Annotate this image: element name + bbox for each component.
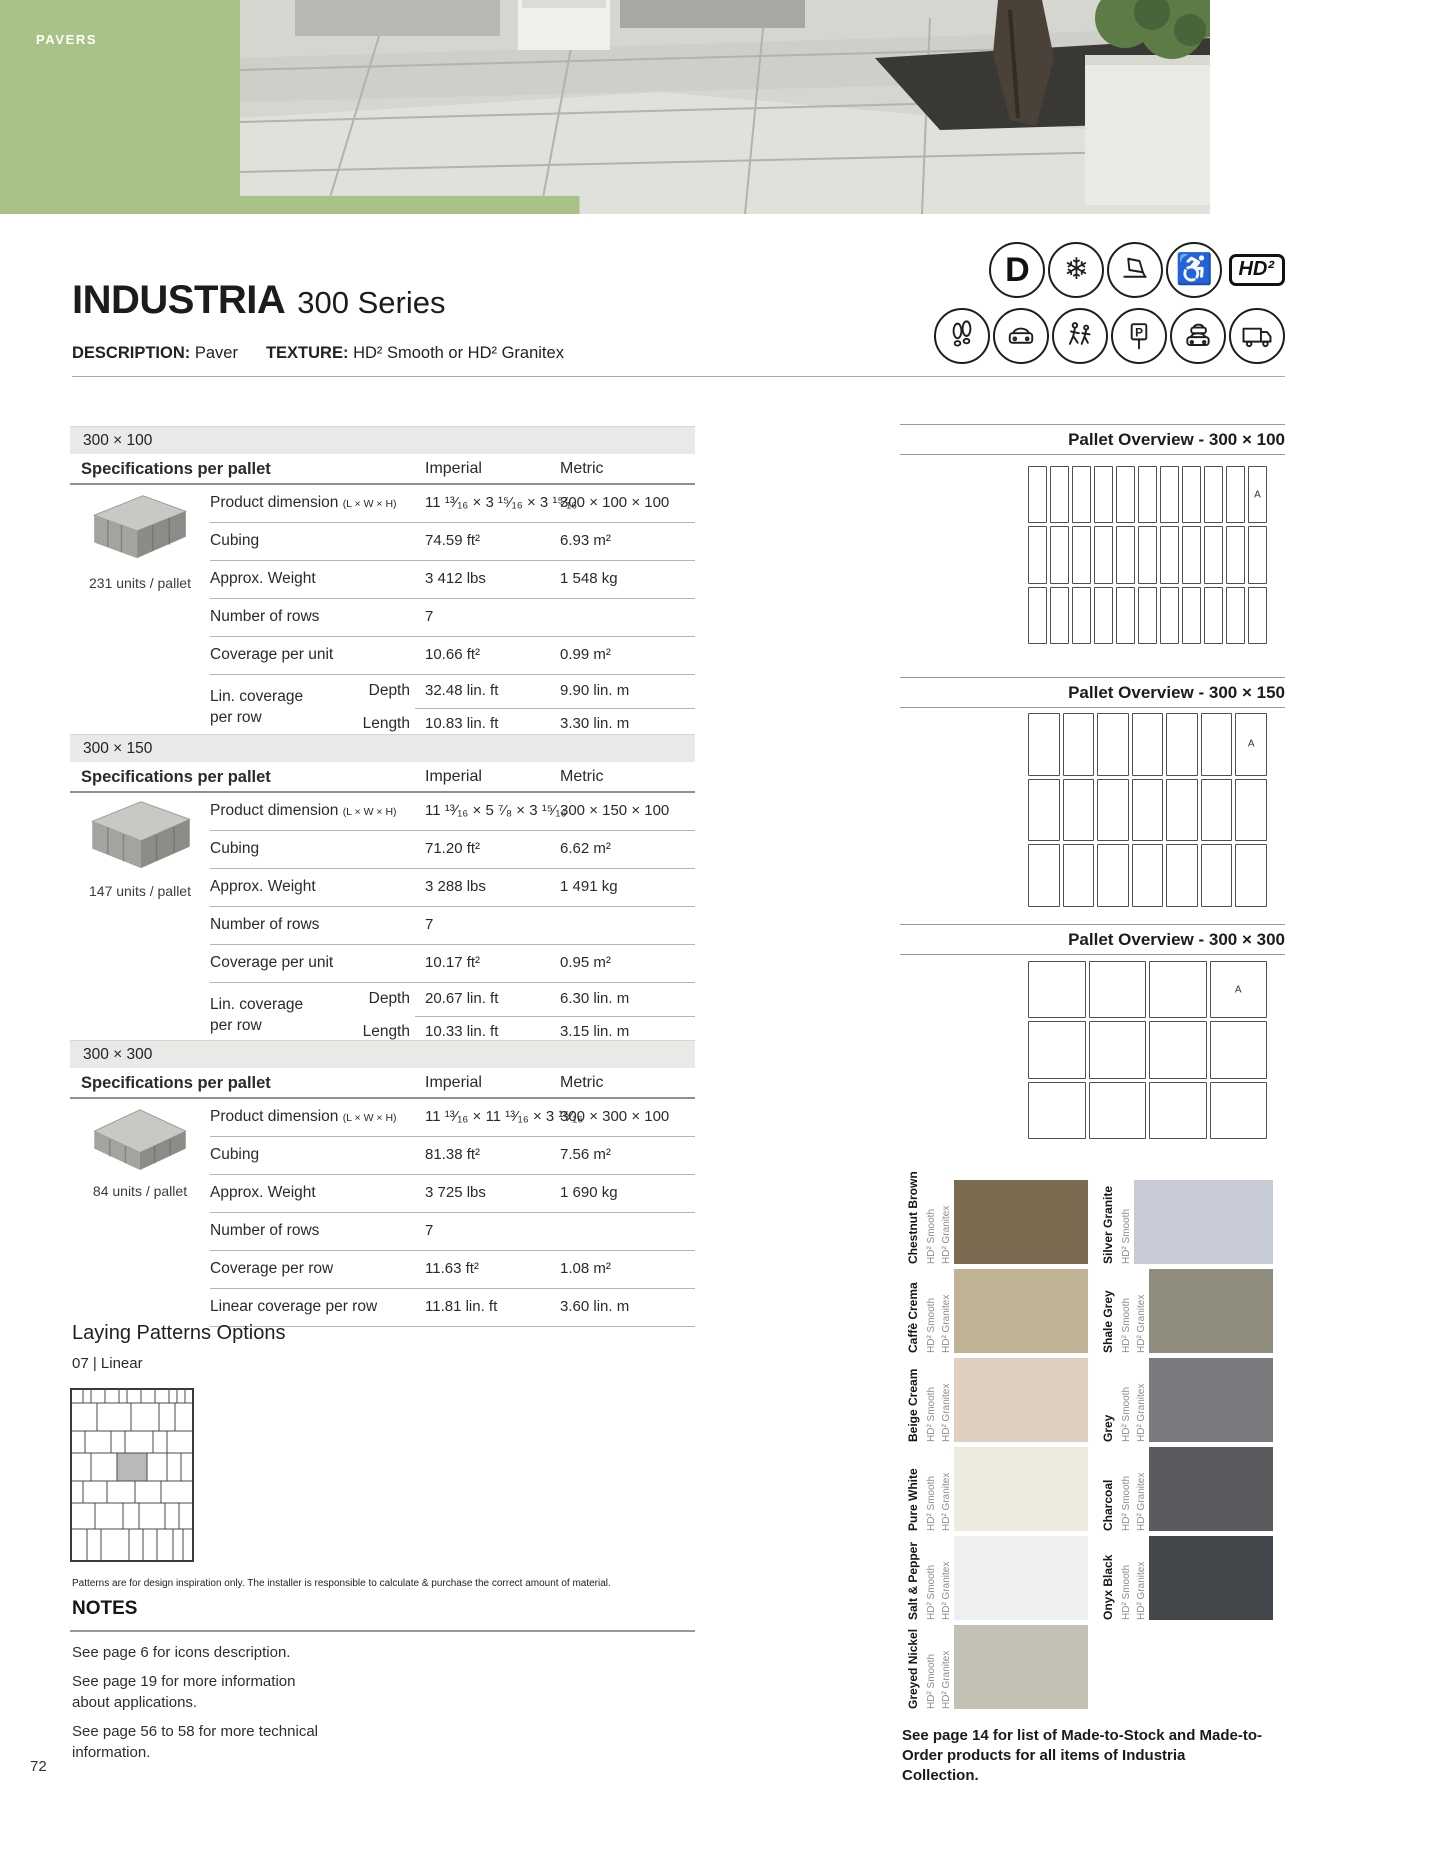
- pallet-unit-cell: [1132, 713, 1164, 776]
- texture-label: HD² Smooth: [926, 1386, 937, 1442]
- texture-label: HD² Smooth: [926, 1475, 937, 1531]
- color-swatch-item: [903, 1358, 1088, 1442]
- pallet-unit-cell: [1204, 466, 1223, 523]
- pallet-unit-cell: [1097, 779, 1129, 842]
- pallet-unit-cell: [1235, 844, 1267, 907]
- note-item: See page 56 to 58 for more technical information.: [72, 1723, 318, 1761]
- notes-list: [72, 1642, 334, 1771]
- paver-300x100-image: [85, 486, 195, 564]
- color-name-label: Grey: [1101, 1414, 1115, 1442]
- pallet-unit-cell: [1028, 961, 1086, 1018]
- section-tag: PAVERS: [36, 32, 98, 47]
- color-swatch: [954, 1447, 1088, 1531]
- color-swatch-item: [903, 1447, 1088, 1531]
- pallet-unit-cell: [1116, 526, 1135, 583]
- pallet-overview-title-300x100: Pallet Overview - 300 × 100: [900, 424, 1285, 455]
- texture-label: HD² Smooth: [1121, 1208, 1132, 1264]
- table-row: Coverage per unit 10.17 ft² 0.95 m²: [210, 945, 695, 983]
- hd2-technology-icon: HD²: [1229, 254, 1285, 286]
- pallet-unit-cell: [1028, 779, 1060, 842]
- color-swatch-item: [1098, 1180, 1273, 1264]
- description-pair: DESCRIPTION: Paver: [72, 344, 238, 362]
- d-rating-icon: D: [989, 242, 1045, 298]
- color-name-label: Charcoal: [1101, 1479, 1115, 1531]
- pallet-unit-cell: [1072, 587, 1091, 644]
- texture-label: HD² Granitex: [941, 1561, 952, 1620]
- lin-coverage-depth: Depth 32.48 lin. ft 9.90 lin. m: [368, 682, 630, 699]
- pallet-unit-cell: [1072, 466, 1091, 523]
- pallet-unit-cell: [1204, 526, 1223, 583]
- pallet-marker: A: [1234, 984, 1242, 996]
- color-name-label: Onyx Black: [1101, 1554, 1115, 1620]
- notes-heading: NOTES: [72, 1598, 138, 1619]
- pallet-unit-cell: [1160, 587, 1179, 644]
- footprints-icon: [934, 308, 990, 364]
- pallet-unit-cell: [1050, 466, 1069, 523]
- spec-table-header: [70, 454, 695, 485]
- pallet-unit-cell: [1094, 587, 1113, 644]
- table-row: Coverage per unit 10.66 ft² 0.99 m²: [210, 637, 695, 675]
- table-row: Approx. Weight 3 288 lbs 1 491 kg: [210, 869, 695, 907]
- notes-divider: [70, 1630, 695, 1632]
- pallet-marker: A: [1247, 738, 1255, 750]
- color-swatch-item: [1098, 1358, 1273, 1442]
- texture-pair: TEXTURE: HD² Smooth or HD² Granitex: [265, 344, 564, 362]
- pallet-unit-cell: [1210, 1021, 1268, 1078]
- laying-patterns-heading: Laying Patterns Options: [72, 1322, 286, 1344]
- pallet-unit-cell: [1028, 526, 1047, 583]
- pallet-unit-cell: [1182, 526, 1201, 583]
- color-swatch: [1149, 1358, 1273, 1442]
- pallet-unit-cell: [1138, 587, 1157, 644]
- color-swatch-item: [903, 1269, 1088, 1353]
- texture-label: HD² Granitex: [941, 1472, 952, 1531]
- pallet-unit-cell: [1089, 961, 1147, 1018]
- pallet-unit-cell: [1226, 526, 1245, 583]
- pallet-unit-cell: [1028, 1021, 1086, 1078]
- pallet-unit-cell: [1201, 844, 1233, 907]
- product-series: 300 Series: [297, 285, 446, 320]
- pallet-unit-cell: [1160, 466, 1179, 523]
- snowflake-icon: ❄: [1048, 242, 1104, 298]
- spec-table-300x150: [70, 734, 695, 1050]
- header-divider: [72, 376, 1285, 377]
- table-row: Product dimension (L × W × H) 11 ¹³⁄₁₆ × 11 ¹³⁄₁₆ × 3 ¹⁵⁄₁₆ 300 × 300 × 100: [210, 1099, 695, 1137]
- attribute-icons-row-2: [945, 308, 1285, 364]
- pallet-unit-cell: [1132, 779, 1164, 842]
- pallet-unit-cell: [1094, 526, 1113, 583]
- pallet-unit-cell: [1063, 844, 1095, 907]
- texture-label: HD² Smooth: [1121, 1564, 1132, 1620]
- color-swatch: [954, 1625, 1088, 1709]
- units-per-pallet: 84 units / pallet: [92, 1183, 188, 1199]
- pallet-unit-cell: [1028, 844, 1060, 907]
- spec-rows: [210, 793, 695, 1050]
- spec-rows: [210, 1099, 695, 1327]
- table-row: Linear coverage per row 11.81 lin. ft 3.60 lin. m: [210, 1289, 695, 1327]
- page-title: [72, 278, 446, 323]
- texture-label: HD² Granitex: [941, 1205, 952, 1264]
- color-swatch-item: [1098, 1536, 1273, 1620]
- pallet-unit-cell: [1166, 713, 1198, 776]
- paver-patio-photo: [240, 0, 1210, 214]
- paver-300x150-image: [85, 794, 195, 872]
- pallet-unit-cell: [1204, 587, 1223, 644]
- table-row: Number of rows 7: [210, 907, 695, 945]
- pallet-unit-cell: [1182, 466, 1201, 523]
- texture-label: HD² Smooth: [926, 1564, 937, 1620]
- color-name-label: Chestnut Brown: [906, 1171, 920, 1264]
- color-swatch: [1149, 1447, 1273, 1531]
- truck-icon: [1229, 308, 1285, 364]
- color-swatch: [1149, 1536, 1273, 1620]
- pallet-unit-cell: [1063, 713, 1095, 776]
- table-row: Coverage per row 11.63 ft² 1.08 m²: [210, 1251, 695, 1289]
- units-per-pallet: 147 units / pallet: [89, 883, 191, 899]
- table-row: Approx. Weight 3 725 lbs 1 690 kg: [210, 1175, 695, 1213]
- pallet-overview-title-300x150: Pallet Overview - 300 × 150: [900, 677, 1285, 708]
- pallet-marker: A: [1254, 489, 1261, 501]
- color-name-label: Caffè Crema: [906, 1282, 920, 1353]
- pedestrians-icon: [1052, 308, 1108, 364]
- color-name-label: Shale Grey: [1101, 1290, 1115, 1353]
- product-image-block: [75, 1100, 205, 1199]
- size-band: 300 × 300: [70, 1040, 695, 1068]
- linear-pattern-diagram: [70, 1388, 194, 1562]
- pattern-label: 07 | Linear: [72, 1355, 143, 1372]
- texture-label: HD² Granitex: [1136, 1561, 1147, 1620]
- pallet-unit-cell: [1149, 961, 1207, 1018]
- pallet-unit-cell: [1028, 713, 1060, 776]
- pallet-unit-cell: [1063, 779, 1095, 842]
- pallet-unit-cell: [1028, 466, 1047, 523]
- colors-footnote: See page 14 for list of Made-to-Stock and Made-to-Order products for all items of Industria Collection.: [902, 1727, 1263, 1784]
- color-name-label: Salt & Pepper: [906, 1541, 920, 1620]
- color-swatch: [1149, 1269, 1273, 1353]
- spec-title: Specifications per pallet: [81, 460, 271, 478]
- imperial-column-header: Imperial: [425, 460, 482, 477]
- lin-coverage-row: Lin. coverage per row Depth 32.48 lin. ft 9.90 lin. m Length 10.83 lin. ft 3.30 lin. m: [210, 675, 695, 742]
- color-swatch-item: [903, 1625, 1088, 1709]
- snow-plow-icon: [1107, 242, 1163, 298]
- pallet-unit-cell: [1097, 844, 1129, 907]
- spec-table-header: Specifications per pallet Imperial Metric: [70, 1068, 695, 1099]
- pallet-overview-grid-300x300: [1028, 961, 1267, 1139]
- pallet-unit-cell: [1201, 779, 1233, 842]
- pallet-unit-cell: [1138, 526, 1157, 583]
- pallet-unit-cell: [1138, 466, 1157, 523]
- table-row: Cubing 71.20 ft² 6.62 m²: [210, 831, 695, 869]
- pallet-unit-cell: [1248, 466, 1267, 523]
- texture-label: HD² Smooth: [926, 1208, 937, 1264]
- color-swatch: [954, 1269, 1088, 1353]
- texture-label: HD² Granitex: [1136, 1294, 1147, 1353]
- attribute-icons-row-1: [945, 242, 1285, 298]
- product-description-line: [72, 344, 564, 363]
- table-row: Approx. Weight 3 412 lbs 1 548 kg: [210, 561, 695, 599]
- color-name-label: Pure White: [906, 1468, 920, 1531]
- pallet-unit-cell: [1072, 526, 1091, 583]
- svg-text:P: P: [1135, 325, 1143, 340]
- pallet-unit-cell: [1166, 779, 1198, 842]
- texture-label: HD² Granitex: [941, 1650, 952, 1709]
- pallet-unit-cell: [1116, 587, 1135, 644]
- color-name-label: Silver Granite: [1101, 1185, 1115, 1264]
- car-icon: [993, 308, 1049, 364]
- note-item: See page 6 for icons description.: [72, 1644, 291, 1661]
- pallet-unit-cell: [1028, 587, 1047, 644]
- color-swatch: [954, 1358, 1088, 1442]
- spec-table-300x100: [70, 426, 695, 742]
- pallet-unit-cell: [1149, 1082, 1207, 1139]
- product-image-block: [75, 794, 205, 899]
- spec-table-300x300: [70, 1040, 695, 1327]
- texture-label: HD² Smooth: [926, 1653, 937, 1709]
- texture-label: HD² Granitex: [1136, 1472, 1147, 1531]
- lin-coverage-length: Length 10.33 lin. ft 3.15 lin. m: [362, 1023, 630, 1040]
- pallet-unit-cell: [1235, 779, 1267, 842]
- color-swatch-item: [1098, 1447, 1273, 1531]
- pallet-unit-cell: [1094, 466, 1113, 523]
- lin-coverage-depth: Depth 20.67 lin. ft 6.30 lin. m: [368, 990, 630, 1007]
- pallet-unit-cell: [1089, 1021, 1147, 1078]
- texture-label: HD² Smooth: [1121, 1297, 1132, 1353]
- product-image-block: [75, 486, 205, 591]
- pallet-unit-cell: [1182, 587, 1201, 644]
- pallet-unit-cell: [1132, 844, 1164, 907]
- texture-label: HD² Smooth: [1121, 1475, 1132, 1531]
- texture-label: HD² Granitex: [941, 1294, 952, 1353]
- product-title: INDUSTRIA: [72, 278, 286, 322]
- page-number: 72: [30, 1758, 47, 1775]
- color-swatch-item: [1098, 1269, 1273, 1353]
- pallet-unit-cell: [1028, 1082, 1086, 1139]
- metric-column-header: Metric: [560, 460, 604, 477]
- color-swatch-item: [903, 1171, 1088, 1264]
- pallet-unit-cell: [1089, 1082, 1147, 1139]
- units-per-pallet: 231 units / pallet: [89, 575, 191, 591]
- table-row: Product dimension (L × W × H) 11 ¹³⁄₁₆ × 5 ⁷⁄₈ × 3 ¹⁵⁄₁₆ 300 × 150 × 100: [210, 793, 695, 831]
- table-row: Cubing 81.38 ft² 7.56 m²: [210, 1137, 695, 1175]
- texture-label: HD² Granitex: [941, 1383, 952, 1442]
- pallet-unit-cell: [1166, 844, 1198, 907]
- size-band: 300 × 100: [70, 426, 695, 454]
- texture-label: HD² Smooth: [926, 1297, 937, 1353]
- pallet-unit-cell: [1149, 1021, 1207, 1078]
- color-name-label: Greyed Nickel: [906, 1628, 920, 1709]
- pallet-unit-cell: [1097, 713, 1129, 776]
- pallet-unit-cell: [1201, 713, 1233, 776]
- wheelchair-icon: ♿: [1166, 242, 1222, 298]
- color-swatch-item: [903, 1536, 1088, 1620]
- color-swatch-column-right: [1098, 1180, 1273, 1625]
- pallet-unit-cell: [1226, 466, 1245, 523]
- color-swatch-column-left: [903, 1171, 1088, 1714]
- texture-label: HD² Granitex: [1136, 1383, 1147, 1442]
- pallet-unit-cell: [1248, 587, 1267, 644]
- color-swatch: [1134, 1180, 1273, 1264]
- paver-300x300-image: [85, 1100, 195, 1172]
- texture-label: HD² Smooth: [1121, 1386, 1132, 1442]
- pallet-unit-cell: [1050, 587, 1069, 644]
- pallet-unit-cell: [1248, 526, 1267, 583]
- table-row: Number of rows 7: [210, 599, 695, 637]
- table-row: Product dimension (L × W × H) 11 ¹³⁄₁₆ × 3 ¹⁵⁄₁₆ × 3 ¹⁵⁄₁₆ 300 × 100 × 100: [210, 485, 695, 523]
- pallet-unit-cell: [1226, 587, 1245, 644]
- pattern-disclaimer: Patterns are for design inspiration only. The installer is responsible to calculate & purchase the correct amount of material.: [72, 1578, 611, 1589]
- hero-photo: [240, 0, 1210, 214]
- size-band: 300 × 150: [70, 734, 695, 762]
- pallet-unit-cell: [1050, 526, 1069, 583]
- lin-coverage-row: Lin. coverage per row Depth 20.67 lin. ft 6.30 lin. m Length 10.33 lin. ft 3.15 lin. m: [210, 983, 695, 1050]
- table-row: Number of rows 7: [210, 1213, 695, 1251]
- pallet-unit-cell: [1210, 961, 1268, 1018]
- lin-coverage-length: Length 10.83 lin. ft 3.30 lin. m: [362, 715, 630, 732]
- table-row: Cubing 74.59 ft² 6.93 m²: [210, 523, 695, 561]
- color-swatch: [954, 1536, 1088, 1620]
- pallet-overview-grid-300x150: [1028, 713, 1267, 907]
- pallet-unit-cell: [1160, 526, 1179, 583]
- color-name-label: Beige Cream: [906, 1368, 920, 1442]
- traffic-icon: [1170, 308, 1226, 364]
- spec-rows: [210, 485, 695, 742]
- pallet-unit-cell: [1116, 466, 1135, 523]
- parking-icon: [1111, 308, 1167, 364]
- color-swatch: [954, 1180, 1088, 1264]
- pallet-unit-cell: [1235, 713, 1267, 776]
- spec-table-header: Specifications per pallet Imperial Metric: [70, 762, 695, 793]
- pallet-overview-grid-300x100: [1028, 466, 1267, 644]
- note-item: See page 19 for more information about applications.: [72, 1673, 296, 1711]
- pallet-unit-cell: [1210, 1082, 1268, 1139]
- pallet-overview-title-300x300: Pallet Overview - 300 × 300: [900, 924, 1285, 955]
